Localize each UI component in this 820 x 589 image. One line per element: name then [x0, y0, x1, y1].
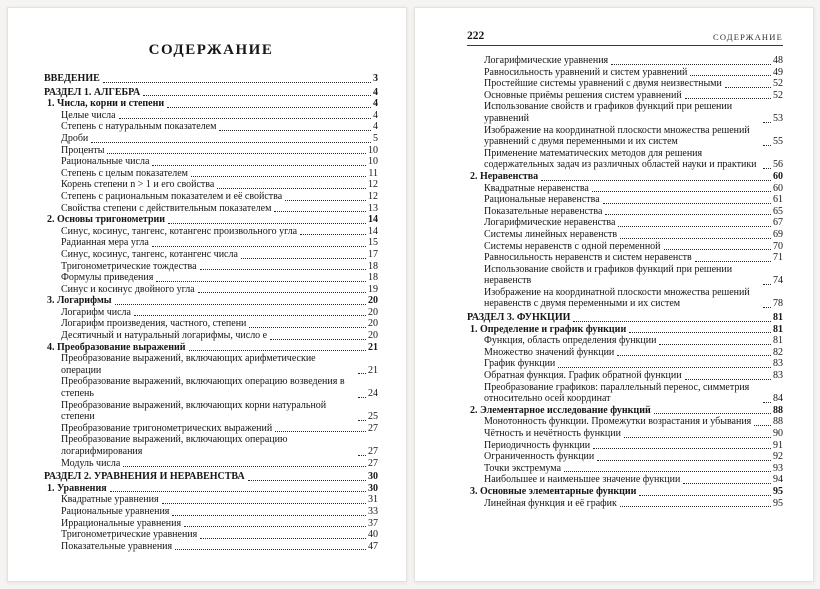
dot-leader	[175, 549, 366, 550]
dot-leader	[664, 249, 771, 250]
toc-entry-page: 67	[773, 217, 783, 229]
toc-entry-text: Формулы приведения	[61, 272, 154, 284]
toc-entry-page: 19	[368, 283, 378, 295]
toc-entry-page: 83	[773, 358, 783, 370]
dot-leader	[685, 379, 771, 380]
toc-entry-page: 88	[773, 404, 783, 416]
toc-subitem	[44, 353, 378, 376]
dot-leader	[248, 480, 366, 481]
running-header	[467, 30, 783, 46]
dot-leader	[200, 538, 366, 539]
toc-entry-text: Преобразование выражений, включающих корни натуральной степени	[61, 399, 327, 423]
toc-entry-text: Радианная мера угла	[61, 237, 149, 249]
toc-entry-text: 1. Определение и график функции	[470, 323, 627, 335]
toc-subitem	[44, 179, 378, 191]
toc-subitem	[467, 382, 783, 405]
dot-leader	[217, 188, 366, 189]
dot-leader	[270, 339, 366, 340]
toc-left-entries	[44, 73, 378, 552]
dot-leader	[219, 130, 371, 131]
toc-entry-page: 48	[773, 55, 783, 66]
dot-leader	[763, 145, 771, 146]
toc-subitem	[467, 148, 783, 171]
toc-section-heading	[44, 73, 378, 85]
toc-entry-page: 14	[368, 214, 378, 226]
toc-numbered-item	[44, 295, 378, 307]
toc-entry-text: Проценты	[61, 144, 105, 156]
toc-entry-text: Системы линейных неравенств	[484, 228, 618, 240]
toc-entry-text: Системы неравенств с одной переменной	[484, 240, 661, 252]
toc-entry-page: 10	[368, 156, 378, 168]
toc-subitem	[44, 133, 378, 145]
toc-entry-text: Степень с целым показателем	[61, 167, 189, 179]
toc-numbered-item	[44, 483, 378, 495]
toc-subitem	[467, 125, 783, 148]
toc-entry-text: Показательные уравнения	[61, 540, 173, 552]
dot-leader	[611, 64, 771, 65]
dot-leader	[134, 315, 366, 316]
dot-leader	[763, 307, 771, 308]
toc-subitem	[44, 400, 378, 423]
toc-entry-page: 10	[368, 144, 378, 156]
toc-entry-text: Квадратные уравнения	[61, 494, 159, 506]
toc-entry-text: Степень с натуральным показателем	[61, 121, 217, 133]
toc-entry-text: Рациональные неравенства	[484, 194, 600, 206]
toc-right-entries	[467, 55, 783, 509]
toc-subitem	[44, 506, 378, 518]
toc-entry-text: 3. Основные элементарные функции	[470, 485, 637, 497]
toc-entry-text: Основные приёмы решения систем уравнений	[484, 89, 682, 101]
toc-numbered-item	[467, 171, 783, 183]
toc-entry-page: 81	[773, 312, 783, 324]
toc-entry-page: 81	[773, 335, 783, 347]
toc-entry-page: 15	[368, 237, 378, 249]
toc-subitem	[44, 110, 378, 122]
dot-leader	[274, 211, 366, 212]
toc-entry-text: Равносильность уравнений и систем уравнений	[484, 66, 688, 78]
dot-leader	[191, 176, 366, 177]
toc-entry-text: Синус и косинус двойного угла	[61, 283, 195, 295]
toc-entry-page: 4	[373, 121, 378, 133]
dot-leader	[617, 355, 771, 356]
dot-leader	[725, 87, 771, 88]
toc-entry-page: 92	[773, 451, 783, 463]
toc-subitem	[467, 358, 783, 370]
toc-section-heading	[44, 471, 378, 483]
toc-entry-text: Обратная функция. График обратной функции	[484, 370, 682, 382]
toc-subitem	[44, 249, 378, 261]
toc-subitem	[467, 229, 783, 241]
toc-entry-page: 78	[773, 298, 783, 310]
toc-entry-text: 2. Неравенства	[470, 170, 539, 182]
toc-entry-text: Целые числа	[61, 109, 116, 121]
toc-entry-text: Иррациональные уравнения	[61, 517, 182, 529]
toc-subitem	[44, 261, 378, 273]
toc-entry-page: 65	[773, 205, 783, 217]
toc-subitem	[467, 370, 783, 382]
dot-leader	[695, 261, 771, 262]
toc-subitem	[467, 101, 783, 124]
toc-section-heading	[467, 312, 783, 324]
toc-entry-text: Рациональные числа	[61, 156, 150, 168]
toc-entry-text: 2. Основы тригонометрии	[47, 214, 166, 226]
dot-leader	[200, 269, 366, 270]
dot-leader	[605, 214, 771, 215]
toc-entry-page: 83	[773, 370, 783, 382]
toc-subitem	[44, 518, 378, 530]
dot-leader	[573, 321, 771, 322]
toc-entry-text: Применение математических методов для решения содержательных задач из различных областей науки и практики	[484, 147, 757, 171]
toc-subitem	[44, 226, 378, 238]
toc-entry-page: 21	[368, 341, 378, 353]
dot-leader	[620, 506, 771, 507]
toc-entry-text: Преобразование выражений, включающих арифметические операции	[61, 353, 316, 376]
toc-entry-page: 25	[368, 411, 378, 423]
toc-entry-page: 60	[773, 182, 783, 194]
toc-subitem	[467, 194, 783, 206]
dot-leader	[110, 491, 366, 492]
toc-entry-text: Модуль числа	[61, 457, 121, 469]
toc-numbered-item	[467, 486, 783, 498]
toc-subitem	[467, 451, 783, 463]
dot-leader	[564, 471, 771, 472]
toc-entry-text: 3. Логарифмы	[47, 295, 112, 307]
dot-leader	[754, 425, 771, 426]
toc-entry-page: 13	[368, 202, 378, 214]
toc-entry-text: Использование свойств и графиков функций при решении неравенств	[484, 263, 733, 287]
toc-entry-text: Использование свойств и графиков функций при решении уравнений	[484, 101, 733, 124]
dot-leader	[618, 226, 771, 227]
toc-entry-text: Ограниченность функции	[484, 451, 595, 463]
toc-entry-page: 20	[368, 330, 378, 342]
dot-leader	[629, 332, 771, 333]
toc-numbered-item	[44, 342, 378, 354]
toc-entry-page: 31	[368, 494, 378, 506]
toc-entry-text: Десятичный и натуральный логарифмы, число e	[61, 330, 268, 342]
toc-subitem	[467, 474, 783, 486]
toc-entry-text: Тригонометрические уравнения	[61, 529, 198, 541]
page-number: 222	[467, 30, 485, 42]
toc-subitem	[44, 168, 378, 180]
dot-leader	[685, 98, 771, 99]
toc-subitem	[44, 191, 378, 203]
toc-entry-page: 5	[373, 132, 378, 144]
toc-entry-page: 37	[368, 517, 378, 529]
toc-subitem	[44, 529, 378, 541]
toc-entry-page: 17	[368, 248, 378, 260]
toc-subitem	[44, 330, 378, 342]
dot-leader	[597, 460, 771, 461]
dot-leader	[91, 142, 371, 143]
dot-leader	[107, 153, 366, 154]
toc-subitem	[467, 287, 783, 310]
toc-entry-page: 61	[773, 194, 783, 206]
right-page	[414, 7, 814, 582]
toc-entry-page: 90	[773, 428, 783, 439]
toc-entry-text: 4. Преобразование выражений	[47, 341, 186, 353]
toc-subitem	[44, 284, 378, 296]
toc-subitem	[467, 428, 783, 440]
toc-subitem	[44, 145, 378, 157]
toc-entry-text: Синус, косинус, тангенс, котангенс произвольного угла	[61, 225, 298, 237]
toc-entry-text: График функции	[484, 358, 556, 370]
toc-entry-text: Свойства степени с действительным показателем	[61, 202, 272, 214]
toc-entry-text: Изображение на координатной плоскости множества решений неравенств с двумя переменными и их систем	[484, 286, 750, 310]
toc-subitem	[44, 434, 378, 457]
toc-entry-text: Показательные неравенства	[484, 205, 603, 217]
toc-entry-page: 40	[368, 529, 378, 541]
dot-leader	[184, 526, 366, 527]
toc-subitem	[44, 458, 378, 470]
toc-entry-page: 4	[373, 86, 378, 98]
dot-leader	[152, 165, 366, 166]
dot-leader	[103, 82, 371, 83]
toc-subitem	[467, 463, 783, 475]
toc-entry-text: Монотонность функции. Промежутки возрастания и убывания	[484, 416, 752, 428]
toc-subitem	[467, 78, 783, 90]
toc-entry-page: 56	[773, 159, 783, 171]
toc-entry-page: 12	[368, 179, 378, 191]
toc-entry-text: 1. Числа, корни и степени	[47, 98, 165, 110]
toc-entry-page: 20	[368, 295, 378, 307]
toc-entry-page: 95	[773, 485, 783, 497]
dot-leader	[275, 431, 366, 432]
dot-leader	[285, 200, 366, 201]
toc-entry-page: 18	[368, 272, 378, 284]
dot-leader	[189, 350, 366, 351]
dot-leader	[172, 515, 366, 516]
toc-entry-text: 2. Элементарное исследование функций	[470, 404, 651, 416]
toc-entry-page: 74	[773, 275, 783, 287]
dot-leader	[624, 437, 771, 438]
toc-section-heading	[44, 87, 378, 99]
dot-leader	[358, 397, 366, 398]
toc-entry-text: Периодичность функции	[484, 439, 591, 451]
toc-entry-page: 47	[368, 540, 378, 552]
toc-subitem	[467, 347, 783, 359]
toc-entry-page: 95	[773, 497, 783, 509]
toc-entry-page: 14	[368, 225, 378, 237]
toc-entry-text: Логарифмические уравнения	[484, 55, 609, 66]
dot-leader	[620, 238, 771, 239]
dot-leader	[541, 180, 771, 181]
toc-entry-text: Логарифм числа	[61, 306, 131, 318]
toc-entry-text: РАЗДЕЛ 2. УРАВНЕНИЯ И НЕРАВЕНСТВА	[44, 471, 245, 483]
left-page	[7, 7, 407, 582]
toc-entry-page: 30	[368, 471, 378, 483]
toc-entry-page: 55	[773, 136, 783, 148]
toc-entry-text: Преобразование выражений, включающих операцию логарифмирования	[61, 434, 288, 457]
toc-entry-page: 82	[773, 346, 783, 358]
dot-leader	[152, 246, 366, 247]
toc-entry-text: Функция, область определения функции	[484, 335, 657, 347]
toc-title: СОДЕРЖАНИЕ	[148, 42, 274, 58]
toc-subitem	[44, 272, 378, 284]
toc-entry-page: 70	[773, 240, 783, 252]
toc-entry-text: ВВЕДЕНИЕ	[44, 73, 100, 84]
dot-leader	[593, 448, 771, 449]
toc-subitem	[467, 335, 783, 347]
toc-subitem	[44, 541, 378, 553]
toc-subitem	[44, 156, 378, 168]
dot-leader	[119, 118, 371, 119]
toc-entry-page: 88	[773, 416, 783, 428]
toc-entry-page: 24	[368, 388, 378, 400]
dot-leader	[763, 284, 771, 285]
dot-leader	[763, 402, 771, 403]
toc-entry-page: 20	[368, 318, 378, 330]
toc-subitem	[467, 206, 783, 218]
toc-entry-page: 4	[373, 109, 378, 121]
toc-entry-page: 27	[368, 422, 378, 434]
toc-entry-text: Чётность и нечётность функции	[484, 428, 621, 439]
toc-entry-page: 30	[368, 482, 378, 494]
toc-subitem	[44, 318, 378, 330]
toc-entry-text: РАЗДЕЛ 1. АЛГЕБРА	[44, 86, 141, 98]
toc-entry-page: 27	[368, 446, 378, 457]
dot-leader	[763, 122, 771, 123]
dot-leader	[639, 495, 771, 496]
toc-entry-text: Синус, косинус, тангенс, котангенс числа	[61, 248, 238, 260]
dot-leader	[592, 191, 771, 192]
toc-subitem	[44, 237, 378, 249]
dot-leader	[162, 503, 366, 504]
toc-entry-text: Дроби	[61, 132, 89, 144]
toc-entry-text: Квадратные неравенства	[484, 182, 589, 194]
toc-entry-page: 94	[773, 474, 783, 486]
toc-entry-page: 71	[773, 252, 783, 264]
toc-entry-page: 53	[773, 112, 783, 124]
toc-entry-text: Рациональные уравнения	[61, 505, 170, 517]
toc-subitem	[467, 55, 783, 67]
toc-subitem	[44, 376, 378, 399]
toc-subitem	[467, 264, 783, 287]
toc-subitem	[467, 217, 783, 229]
toc-subitem	[44, 121, 378, 133]
toc-entry-page: 52	[773, 78, 783, 90]
dot-leader	[198, 292, 366, 293]
toc-entry-page: 20	[368, 306, 378, 318]
dot-leader	[654, 413, 771, 414]
toc-entry-page: 4	[373, 98, 378, 110]
toc-entry-text: Равносильность неравенств и систем неравенств	[484, 252, 692, 264]
toc-entry-text: 1. Уравнения	[47, 482, 107, 494]
toc-subitem	[44, 203, 378, 215]
dot-leader	[300, 234, 366, 235]
toc-entry-page: 91	[773, 439, 783, 451]
dot-leader	[123, 466, 366, 467]
toc-entry-text: Преобразование выражений, включающих операцию возведения в степень	[61, 376, 345, 400]
running-title: СОДЕРЖАНИЕ	[712, 32, 783, 42]
toc-entry-page: 12	[368, 190, 378, 202]
toc-entry-text: Преобразование графиков: параллельный перенос, симметрия относительно осей координат	[484, 381, 750, 405]
toc-entry-page: 11	[368, 167, 378, 179]
dot-leader	[241, 258, 366, 259]
toc-entry-text: Корень степени n > 1 и его свойства	[61, 179, 215, 191]
dot-leader	[659, 344, 771, 345]
toc-entry-text: Преобразование тригонометрических выражений	[61, 422, 273, 434]
toc-subitem	[44, 494, 378, 506]
toc-entry-page: 60	[773, 170, 783, 182]
toc-numbered-item	[467, 405, 783, 417]
dot-leader	[690, 75, 771, 76]
toc-entry-text: Логарифм произведения, частного, степени	[61, 318, 247, 330]
toc-subitem	[467, 440, 783, 452]
toc-entry-page: 93	[773, 462, 783, 474]
toc-subitem	[467, 241, 783, 253]
dot-leader	[358, 373, 366, 374]
toc-subitem	[467, 416, 783, 428]
toc-numbered-item	[44, 214, 378, 226]
toc-subitem	[467, 183, 783, 195]
dot-leader	[358, 455, 366, 456]
toc-subitem	[467, 90, 783, 102]
toc-entry-page: 81	[773, 323, 783, 335]
toc-entry-page: 84	[773, 393, 783, 405]
toc-entry-page: 3	[373, 73, 378, 84]
dot-leader	[167, 107, 371, 108]
toc-entry-page: 27	[368, 457, 378, 469]
toc-entry-text: Линейная функция и её график	[484, 497, 617, 509]
toc-entry-text: Наибольшее и наименьшее значение функции	[484, 474, 681, 486]
dot-leader	[603, 203, 771, 204]
dot-leader	[168, 223, 366, 224]
toc-subitem	[467, 498, 783, 510]
toc-numbered-item	[44, 98, 378, 110]
toc-entry-text: Точки экстремума	[484, 462, 562, 474]
toc-entry-text: Простейшие системы уравнений с двумя неизвестными	[484, 78, 722, 90]
toc-entry-page: 49	[773, 66, 783, 78]
toc-entry-page: 21	[368, 364, 378, 376]
toc-entry-text: Изображение на координатной плоскости множества решений уравнений с двумя переменными и их систем	[484, 124, 750, 148]
toc-subitem	[467, 252, 783, 264]
toc-entry-text: Логарифмические неравенства	[484, 217, 616, 229]
dot-leader	[683, 483, 771, 484]
toc-subitem	[44, 307, 378, 319]
toc-entry-text: РАЗДЕЛ 3. ФУНКЦИИ	[467, 312, 571, 324]
toc-entry-text: Тригонометрические тождества	[61, 260, 197, 272]
toc-entry-page: 18	[368, 260, 378, 272]
dot-leader	[156, 281, 366, 282]
toc-subitem	[467, 67, 783, 79]
toc-entry-page: 69	[773, 228, 783, 240]
dot-leader	[249, 327, 366, 328]
toc-entry-text: Степень с рациональным показателем и её свойства	[61, 190, 283, 202]
toc-entry-page: 33	[368, 505, 378, 517]
toc-entry-text: Множество значений функции	[484, 346, 615, 358]
dot-leader	[143, 95, 371, 96]
dot-leader	[763, 168, 771, 169]
toc-subitem	[44, 423, 378, 435]
dot-leader	[558, 367, 771, 368]
toc-numbered-item	[467, 324, 783, 336]
dot-leader	[115, 304, 366, 305]
dot-leader	[358, 420, 366, 421]
toc-entry-page: 52	[773, 89, 783, 101]
